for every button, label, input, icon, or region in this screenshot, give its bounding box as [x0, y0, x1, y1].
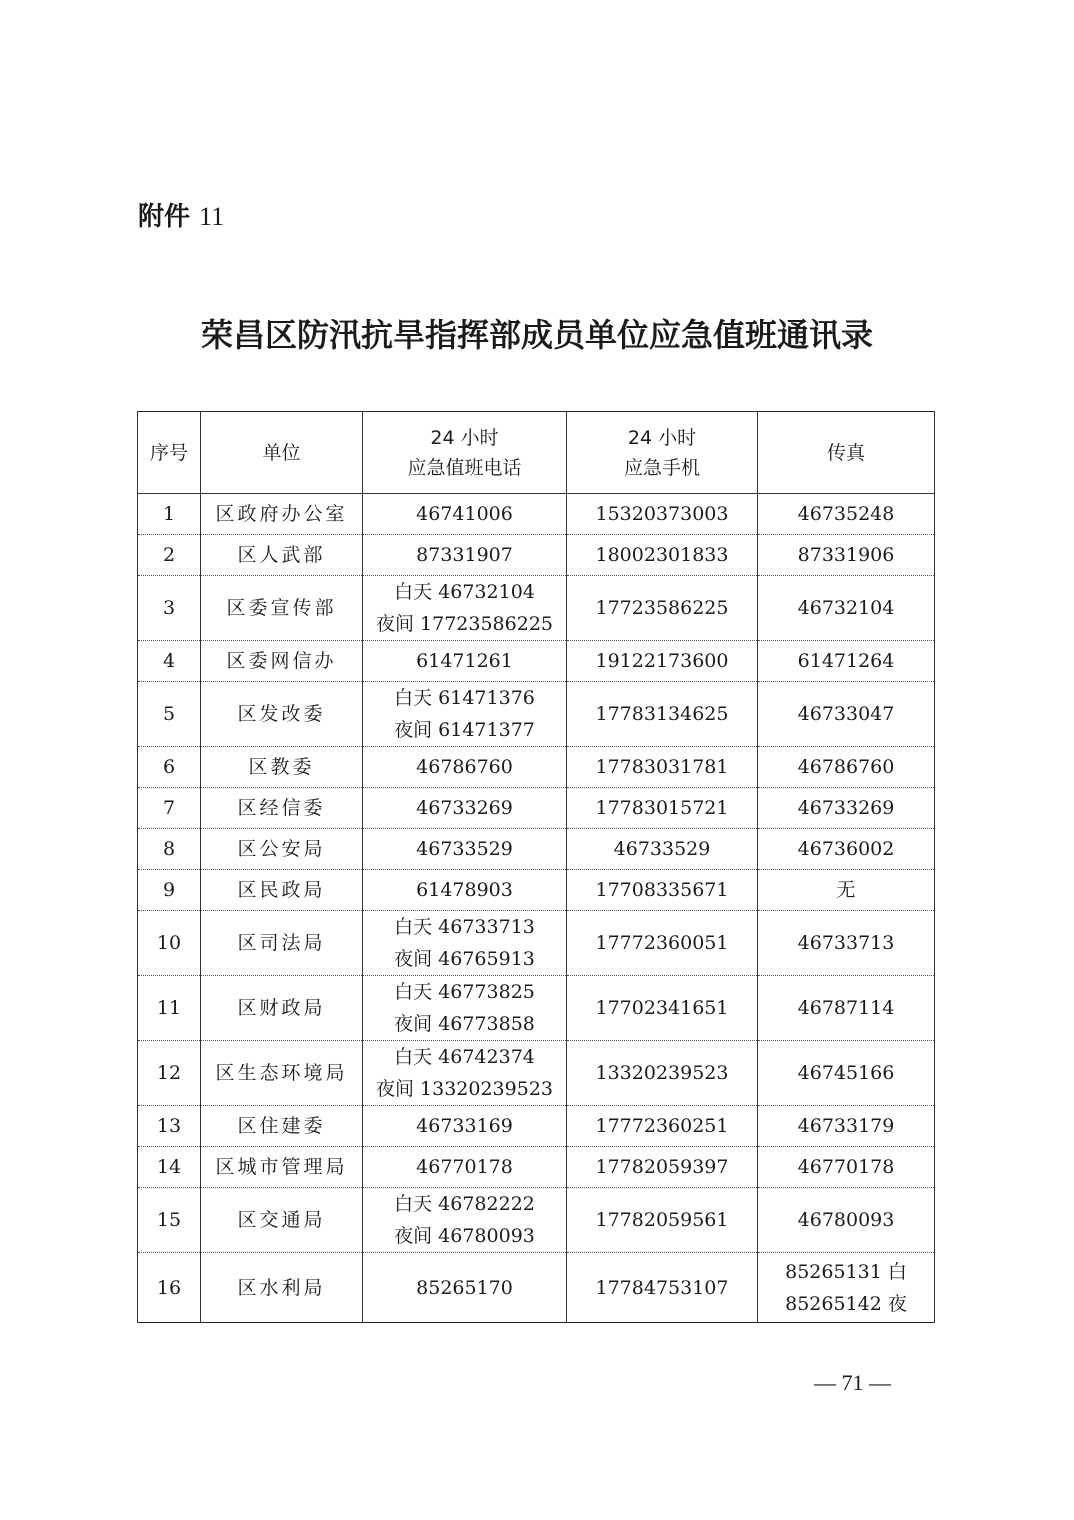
unit-cell: 区司法局: [201, 911, 363, 976]
unit-cell: 区公安局: [201, 829, 363, 870]
duty-phone-cell-line: 白天 46782222: [394, 1193, 535, 1215]
table-row: [138, 494, 935, 535]
table-row: [138, 682, 935, 747]
header-mobile: [567, 412, 758, 494]
fax-cell: [758, 494, 935, 535]
duty-phone-cell-line: 87331907: [416, 544, 513, 566]
seq-cell: 3: [138, 576, 201, 641]
duty-phone-cell-line: 46733529: [416, 838, 513, 860]
attachment-number: 11: [199, 202, 225, 231]
fax-cell: [758, 682, 935, 747]
table-row: [138, 535, 935, 576]
fax-cell: [758, 535, 935, 576]
header-mobile-line2: 应急手机: [623, 456, 700, 479]
duty-phone-cell-line: 白天 46773825: [394, 981, 535, 1003]
duty-phone-cell-line: 白天 46733713: [394, 916, 535, 938]
duty-phone-cell-line: 61471261: [416, 650, 513, 672]
seq-cell: 2: [138, 535, 201, 576]
fax-cell-line: 46733047: [797, 703, 895, 725]
contact-table: [137, 411, 935, 1323]
fax-cell-line: 46736002: [797, 838, 895, 860]
duty-phone-cell: [363, 1188, 567, 1253]
duty-phone-cell-line: 夜间 13320239523: [375, 1078, 553, 1100]
duty-phone-cell: [363, 494, 567, 535]
fax-cell: [758, 829, 935, 870]
fax-cell-line: 46780093: [797, 1209, 895, 1231]
fax-cell-line: 46770178: [797, 1156, 895, 1178]
fax-cell-line: 85265142 夜: [785, 1292, 907, 1315]
fax-cell-line: 46733179: [797, 1115, 895, 1137]
seq-cell: 15: [138, 1188, 201, 1253]
table-row: [138, 1041, 935, 1106]
fax-cell-line: 46733713: [797, 932, 895, 954]
unit-cell: 区经信委: [201, 788, 363, 829]
header-duty-phone: [363, 412, 567, 494]
fax-cell-line: 46732104: [797, 597, 895, 619]
unit-cell: 区教委: [201, 747, 363, 788]
header-unit: 单位: [201, 412, 363, 494]
duty-phone-cell: [363, 788, 567, 829]
seq-cell: 16: [138, 1253, 201, 1323]
header-seq: 序号: [138, 412, 201, 494]
unit-cell: 区民政局: [201, 870, 363, 911]
attachment-word: 附件: [138, 202, 191, 232]
fax-cell-line: 46787114: [797, 997, 895, 1019]
duty-phone-cell-line: 白天 61471376: [394, 687, 535, 709]
duty-phone-cell: [363, 747, 567, 788]
fax-cell-line: 87331906: [797, 544, 895, 566]
seq-cell: 10: [138, 911, 201, 976]
header-mobile-line1: 24 小时: [627, 426, 697, 449]
mobile-cell: 17782059397: [567, 1147, 758, 1188]
duty-phone-cell: [363, 1147, 567, 1188]
fax-cell: [758, 747, 935, 788]
duty-phone-cell-line: 46741006: [416, 503, 513, 525]
fax-cell: [758, 870, 935, 911]
duty-phone-cell-line: 85265170: [416, 1276, 513, 1299]
unit-cell: 区人武部: [201, 535, 363, 576]
unit-cell: 区财政局: [201, 976, 363, 1041]
mobile-cell: 46733529: [567, 829, 758, 870]
fax-cell-line: 85265131 白: [785, 1260, 907, 1283]
unit-cell: 区委宣传部: [201, 576, 363, 641]
duty-phone-cell: [363, 535, 567, 576]
seq-cell: 11: [138, 976, 201, 1041]
fax-cell: [758, 1188, 935, 1253]
duty-phone-cell-line: 夜间 61471377: [394, 719, 535, 741]
seq-cell: 14: [138, 1147, 201, 1188]
mobile-cell: 17772360051: [567, 911, 758, 976]
table-row: [138, 911, 935, 976]
mobile-cell: 13320239523: [567, 1041, 758, 1106]
duty-phone-cell-line: 白天 46742374: [394, 1046, 535, 1068]
duty-phone-cell: [363, 911, 567, 976]
unit-cell: 区发改委: [201, 682, 363, 747]
unit-cell: 区交通局: [201, 1188, 363, 1253]
duty-phone-cell-line: 夜间 17723586225: [375, 613, 553, 635]
duty-phone-cell-line: 白天 46732104: [394, 581, 535, 603]
mobile-cell: 17784753107: [567, 1253, 758, 1323]
fax-cell: [758, 1041, 935, 1106]
unit-cell: 区城市管理局: [201, 1147, 363, 1188]
mobile-cell: 15320373003: [567, 494, 758, 535]
fax-cell-line: 46735248: [797, 503, 895, 525]
fax-cell: [758, 1147, 935, 1188]
duty-phone-cell: [363, 682, 567, 747]
duty-phone-cell-line: 46733269: [416, 797, 513, 819]
mobile-cell: 17782059561: [567, 1188, 758, 1253]
unit-cell: 区住建委: [201, 1106, 363, 1147]
fax-cell-line: 无: [836, 879, 856, 901]
duty-phone-cell-line: 夜间 46780093: [394, 1225, 535, 1247]
duty-phone-cell: [363, 976, 567, 1041]
seq-cell: 4: [138, 641, 201, 682]
seq-cell: 13: [138, 1106, 201, 1147]
unit-cell: 区水利局: [201, 1253, 363, 1323]
unit-cell: 区生态环境局: [201, 1041, 363, 1106]
page-number: — 71 —: [814, 1370, 891, 1395]
duty-phone-cell: [363, 829, 567, 870]
fax-cell-line: 46745166: [797, 1062, 895, 1084]
table-row: [138, 976, 935, 1041]
mobile-cell: 17783031781: [567, 747, 758, 788]
mobile-cell: 19122173600: [567, 641, 758, 682]
header-fax: 传真: [758, 412, 935, 494]
fax-cell: [758, 976, 935, 1041]
table-row: [138, 1253, 935, 1323]
table-row: [138, 747, 935, 788]
header-duty-phone-line2: 应急值班电话: [407, 456, 522, 479]
seq-cell: 9: [138, 870, 201, 911]
attachment-label: [138, 196, 224, 233]
header-duty-phone-line1: 24 小时: [430, 426, 499, 449]
mobile-cell: 17723586225: [567, 576, 758, 641]
duty-phone-cell-line: 夜间 46765913: [394, 948, 535, 970]
table-row: [138, 1106, 935, 1147]
duty-phone-cell: [363, 1253, 567, 1323]
seq-cell: 1: [138, 494, 201, 535]
mobile-cell: 18002301833: [567, 535, 758, 576]
mobile-cell: 17708335671: [567, 870, 758, 911]
fax-cell: [758, 788, 935, 829]
table-row: [138, 641, 935, 682]
fax-cell: [758, 911, 935, 976]
table-row: [138, 1147, 935, 1188]
table-row: [138, 576, 935, 641]
duty-phone-cell: [363, 1106, 567, 1147]
seq-cell: 8: [138, 829, 201, 870]
fax-cell: [758, 576, 935, 641]
fax-cell-line: 46733269: [797, 797, 895, 819]
unit-cell: 区委网信办: [201, 641, 363, 682]
fax-cell: [758, 1106, 935, 1147]
duty-phone-cell-line: 46733169: [416, 1115, 513, 1137]
seq-cell: 12: [138, 1041, 201, 1106]
table-row: [138, 829, 935, 870]
table-header-row: [138, 412, 935, 494]
fax-cell-line: 61471264: [797, 650, 895, 672]
duty-phone-cell-line: 46786760: [416, 756, 513, 778]
duty-phone-cell: [363, 870, 567, 911]
duty-phone-cell-line: 61478903: [416, 879, 513, 901]
unit-cell: 区政府办公室: [201, 494, 363, 535]
table-row: [138, 788, 935, 829]
mobile-cell: 17772360251: [567, 1106, 758, 1147]
seq-cell: 5: [138, 682, 201, 747]
fax-cell-line: 46786760: [797, 756, 895, 778]
mobile-cell: 17783134625: [567, 682, 758, 747]
table-body: [138, 494, 935, 1323]
table-row: [138, 1188, 935, 1253]
mobile-cell: 17702341651: [567, 976, 758, 1041]
duty-phone-cell: [363, 641, 567, 682]
duty-phone-cell: [363, 1041, 567, 1106]
table-row: [138, 870, 935, 911]
seq-cell: 6: [138, 747, 201, 788]
document-title: 荣昌区防汛抗旱指挥部成员单位应急值班通讯录: [200, 316, 873, 354]
duty-phone-cell: [363, 576, 567, 641]
fax-cell: [758, 1253, 935, 1323]
duty-phone-cell-line: 夜间 46773858: [394, 1013, 535, 1035]
mobile-cell: 17783015721: [567, 788, 758, 829]
duty-phone-cell-line: 46770178: [416, 1156, 513, 1178]
fax-cell: [758, 641, 935, 682]
seq-cell: 7: [138, 788, 201, 829]
